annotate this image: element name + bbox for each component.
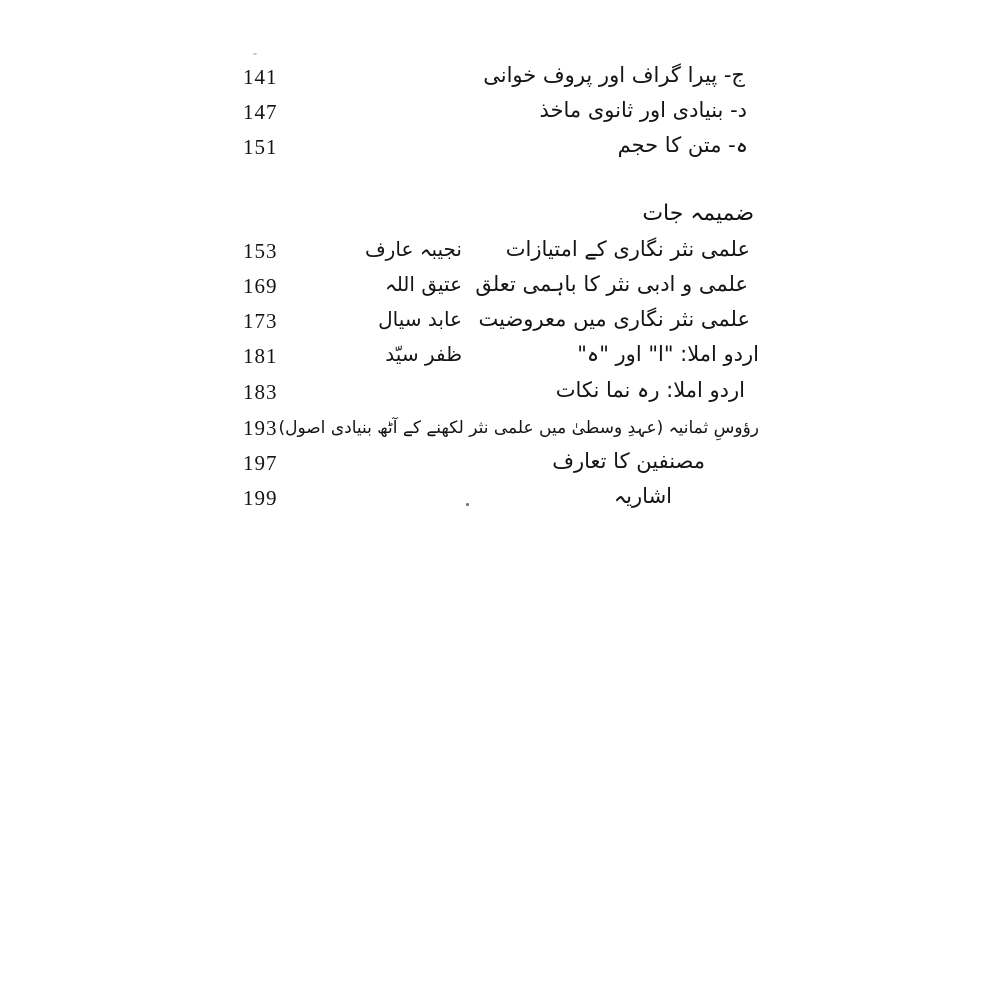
toc-entry-title: اردو املا: رہ نما نکات bbox=[555, 378, 745, 402]
toc-entry-title: اشاریہ bbox=[613, 484, 672, 508]
toc-author: ظفر سیّد bbox=[385, 342, 462, 366]
scan-speck bbox=[253, 53, 257, 55]
toc-row bbox=[0, 272, 1000, 304]
toc-page-number: 173 bbox=[243, 309, 278, 333]
toc-entry-title: ہ- متن کا حجم bbox=[617, 133, 748, 157]
toc-row bbox=[0, 484, 1000, 516]
toc-page-number: 193 bbox=[243, 416, 278, 440]
toc-row bbox=[0, 449, 1000, 481]
toc-entry-title: علمی نثر نگاری میں معروضیت bbox=[478, 307, 750, 331]
toc-row bbox=[0, 307, 1000, 339]
toc-entry-title: علمی نثر نگاری کے امتیازات bbox=[505, 237, 750, 261]
toc-author: عتیق اللہ bbox=[384, 272, 462, 296]
toc-row bbox=[0, 63, 1000, 95]
toc-page-number: 151 bbox=[243, 135, 278, 159]
toc-page-number: 197 bbox=[243, 451, 278, 475]
toc-page-number: 153 bbox=[243, 239, 278, 263]
toc-entry-title: د- بنیادی اور ثانوی ماخذ bbox=[539, 98, 747, 122]
toc-row bbox=[0, 237, 1000, 269]
toc-author: نجیبہ عارف bbox=[364, 237, 462, 261]
toc-row bbox=[0, 98, 1000, 130]
toc-row bbox=[0, 414, 1000, 446]
toc-entry-title: اردو املا: "ا" اور "ہ" bbox=[577, 342, 759, 366]
toc-page-number: 199 bbox=[243, 486, 278, 510]
toc-page-number: 147 bbox=[243, 100, 278, 124]
scan-speck bbox=[466, 503, 469, 506]
toc-page-number: 181 bbox=[243, 344, 278, 368]
toc-entry-title: رؤوسِ ثمانیہ (عہدِ وسطیٰ میں علمی نثر لکھنے کے آٹھ بنیادی اصول) bbox=[278, 418, 759, 438]
toc-entry-title: علمی و ادبی نثر کا باہمی تعلق bbox=[475, 272, 748, 296]
toc-page-number: 183 bbox=[243, 380, 278, 404]
toc-page-number: 141 bbox=[243, 65, 278, 89]
toc-section-heading-row bbox=[0, 201, 1000, 233]
toc-page-number: 169 bbox=[243, 274, 278, 298]
toc-author: عابد سیال bbox=[378, 307, 462, 331]
toc-row bbox=[0, 378, 1000, 410]
toc-row bbox=[0, 342, 1000, 374]
toc-row bbox=[0, 133, 1000, 165]
toc-entry-title: ج- پیرا گراف اور پروف خوانی bbox=[483, 63, 745, 87]
section-heading: ضمیمہ جات bbox=[642, 201, 754, 226]
toc-entry-title: مصنفین کا تعارف bbox=[552, 449, 705, 473]
